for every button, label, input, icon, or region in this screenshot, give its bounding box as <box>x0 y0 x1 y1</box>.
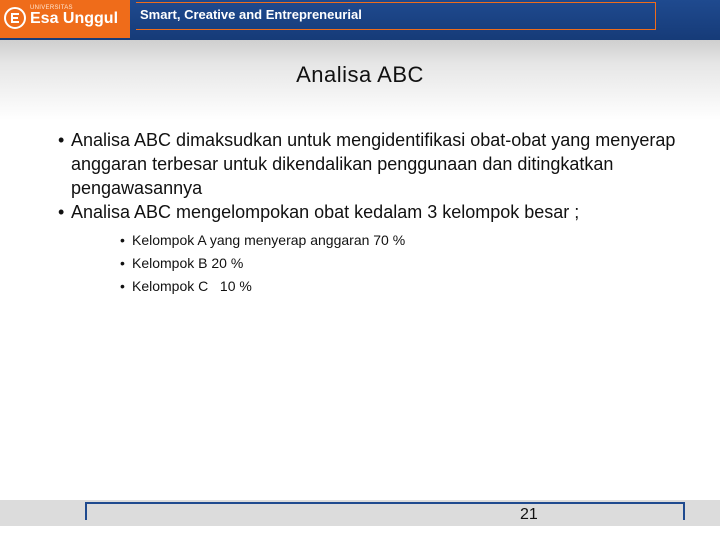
sub-bullet-marker: • <box>120 255 125 271</box>
footer-frame <box>85 502 685 520</box>
tagline: Smart, Creative and Entrepreneurial <box>140 7 362 22</box>
sub-bullet-item <box>120 229 708 252</box>
sub-bullet-text: Kelompok C 10 % <box>132 278 252 294</box>
bullet-text: Analisa ABC dimaksudkan untuk mengidentifikasi obat-obat yang menyerap anggaran terbesar untuk dikendalikan penggunaan dan ditingkatkan pengawasannya <box>71 130 676 198</box>
logo-name: Esa Unggul <box>30 10 119 27</box>
slide-title-text: Analisa ABC <box>296 62 424 87</box>
logo-small-text: UNIVERSITAS <box>30 5 73 11</box>
sub-bullet-item <box>120 275 708 298</box>
bullet-marker: • <box>58 130 65 150</box>
university-logo[interactable] <box>0 0 130 38</box>
bullet-marker: • <box>58 202 65 222</box>
sub-bullet-marker: • <box>120 232 125 248</box>
slide-title <box>0 62 720 88</box>
sub-bullet-marker: • <box>120 278 125 294</box>
footer-base <box>0 526 720 540</box>
header-bar <box>0 0 720 40</box>
sub-bullet-text: Kelompok B 20 % <box>132 255 244 271</box>
bullet-text: Analisa ABC mengelompokan obat kedalam 3 kelompok besar ; <box>71 202 580 222</box>
sub-bullet-text: Kelompok A yang menyerap anggaran 70 % <box>132 232 406 248</box>
logo-emblem-icon <box>3 6 27 30</box>
bullet-item <box>58 128 708 200</box>
bullet-item <box>58 200 708 224</box>
sub-bullet-item <box>120 252 708 275</box>
page-number: 21 <box>520 506 538 523</box>
slide-content <box>58 128 708 298</box>
